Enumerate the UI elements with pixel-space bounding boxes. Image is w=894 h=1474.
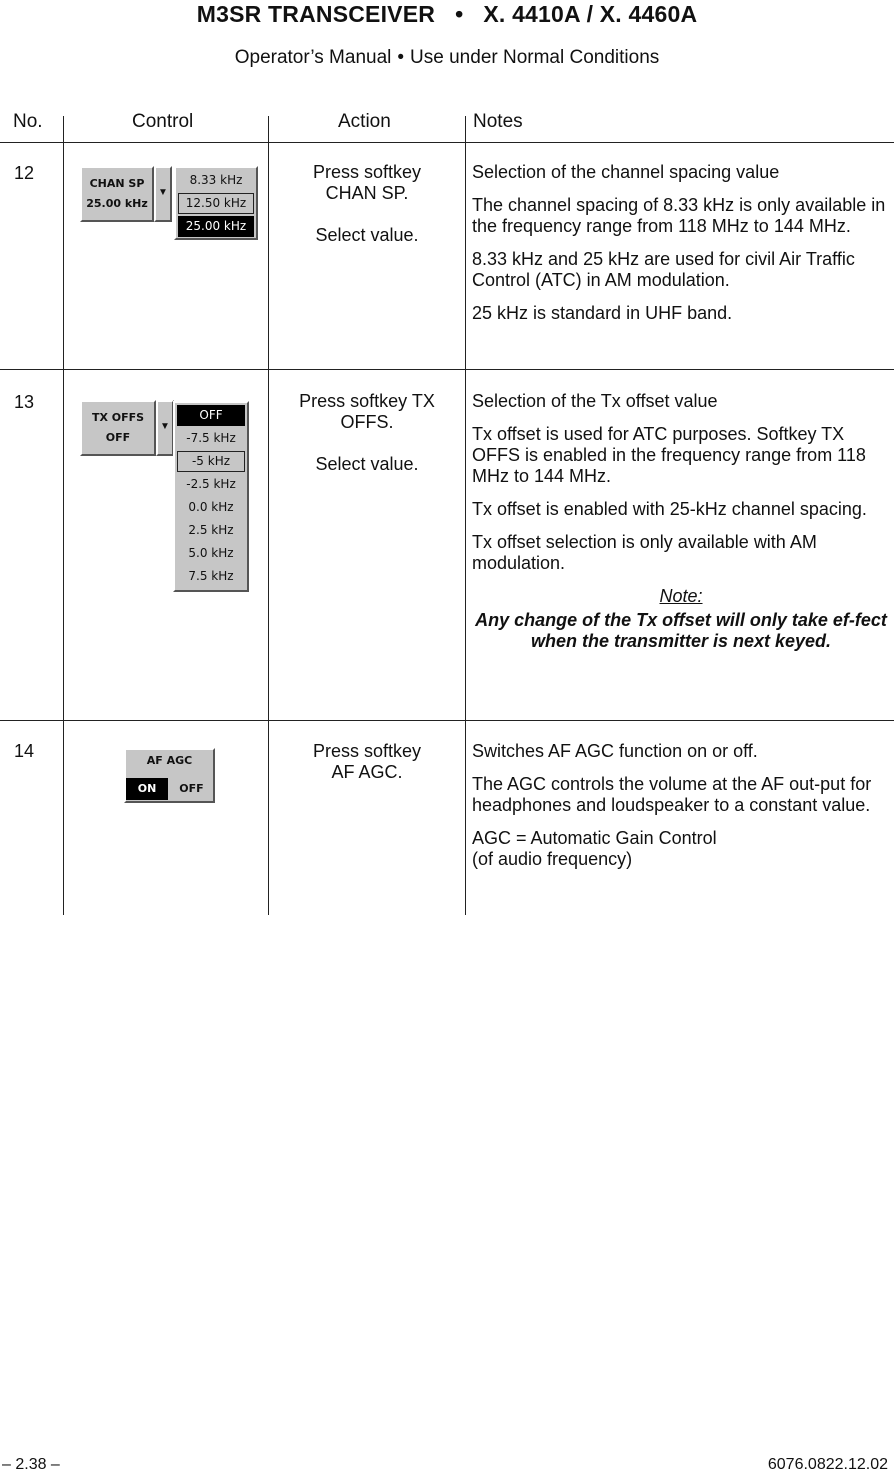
notes-cell: [472, 741, 890, 870]
option-item[interactable]: 2.5 kHz: [188, 523, 234, 537]
row-number: 12: [14, 163, 35, 183]
option-item[interactable]: 7.5 kHz: [188, 569, 234, 583]
subtitle-separator: •: [397, 47, 405, 68]
action-line: Press softkey: [312, 741, 422, 761]
chan-sp-softkey[interactable]: [80, 166, 154, 222]
softkey-label: CHAN SP: [89, 177, 145, 190]
document-number: 6076.0822.12.02: [767, 1456, 888, 1473]
action-line: Press softkey: [312, 162, 422, 182]
row-number: 14: [14, 741, 35, 761]
note-paragraph: Selection of the Tx offset value: [472, 391, 718, 411]
option-item[interactable]: 5.0 kHz: [188, 546, 234, 560]
softkey-label: TX OFFS: [91, 411, 145, 424]
action-text: [268, 391, 466, 475]
column-header-notes: Notes: [473, 111, 523, 132]
action-line: Select value.: [315, 225, 419, 245]
option-item[interactable]: 8.33 kHz: [189, 173, 243, 187]
note-paragraph: 25 kHz is standard in UHF band.: [472, 303, 733, 323]
title-product: M3SR TRANSCEIVER: [196, 1, 436, 27]
agc-off-state: OFF: [179, 782, 204, 795]
note-warning: Any change of the Tx offset will only take ef-fect when the transmitter is next keyed.: [475, 610, 887, 651]
note-paragraph: Tx offset selection is only available with AM modulation.: [472, 532, 817, 573]
tx-offs-softkey[interactable]: [80, 400, 156, 456]
chan-sp-option-list: [174, 166, 258, 240]
option-item[interactable]: 12.50 kHz: [178, 193, 254, 214]
action-line: Select value.: [315, 454, 419, 474]
subtitle-section: Use under Normal Conditions: [410, 47, 660, 68]
agc-on-state: ON: [126, 778, 168, 800]
softkey-value: OFF: [105, 431, 131, 444]
option-item[interactable]: -2.5 kHz: [186, 477, 236, 491]
subtitle-manual: Operator’s Manual: [234, 47, 392, 68]
document-subtitle: [0, 46, 894, 70]
title-separator: •: [455, 1, 464, 27]
note-paragraph: AGC = Automatic Gain Control: [472, 828, 717, 848]
action-text: [268, 741, 466, 783]
note-paragraph: 8.33 kHz and 25 kHz are used for civil Air Traffic Control (ATC) in AM modulation.: [472, 249, 855, 290]
page-number: – 2.38 –: [2, 1456, 60, 1473]
softkey-label: AF AGC: [146, 754, 193, 767]
chevron-down-icon[interactable]: ▼: [156, 400, 174, 456]
option-item-selected[interactable]: 25.00 kHz: [178, 216, 254, 237]
action-line: AF AGC.: [331, 762, 403, 782]
note-paragraph: Selection of the channel spacing value: [472, 162, 780, 182]
chevron-down-icon[interactable]: ▼: [154, 166, 172, 222]
column-header-no: No.: [13, 111, 43, 132]
action-line: CHAN SP.: [325, 183, 409, 203]
action-text: [268, 162, 466, 246]
row-number: 13: [14, 392, 35, 412]
option-item[interactable]: -7.5 kHz: [186, 431, 236, 445]
note-paragraph: The channel spacing of 8.33 kHz is only available in the frequency range from 118 MHz to 144 MHz.: [472, 195, 886, 236]
option-item[interactable]: 0.0 kHz: [188, 500, 234, 514]
column-header-control: Control: [132, 111, 194, 132]
tx-offs-option-list: [173, 401, 249, 592]
note-paragraph: (of audio frequency): [472, 849, 633, 869]
title-model: X. 4410A / X. 4460A: [483, 1, 698, 27]
option-item[interactable]: -5 kHz: [177, 451, 245, 472]
row-divider: [0, 369, 894, 370]
option-item-selected[interactable]: OFF: [177, 405, 245, 426]
note-heading: Note:: [659, 586, 703, 606]
note-paragraph: Tx offset is used for ATC purposes. Softkey TX OFFS is enabled in the frequency range from 118 MHz to 144 MHz.: [472, 424, 866, 486]
notes-cell: [472, 391, 890, 652]
document-title: [0, 0, 894, 28]
af-agc-softkey[interactable]: [124, 748, 215, 803]
note-paragraph: Tx offset is enabled with 25-kHz channel spacing.: [472, 499, 867, 519]
column-divider: [63, 116, 64, 915]
column-header-action: Action: [338, 111, 391, 132]
note-paragraph: The AGC controls the volume at the AF out-put for headphones and loudspeaker to a constant value.: [472, 774, 872, 815]
row-divider: [0, 720, 894, 721]
header-rule: [0, 142, 894, 143]
softkey-value: 25.00 kHz: [86, 197, 148, 210]
notes-cell: [472, 162, 890, 336]
note-paragraph: Switches AF AGC function on or off.: [472, 741, 758, 761]
action-line: OFFS.: [340, 412, 394, 432]
action-line: Press softkey TX: [299, 391, 435, 411]
